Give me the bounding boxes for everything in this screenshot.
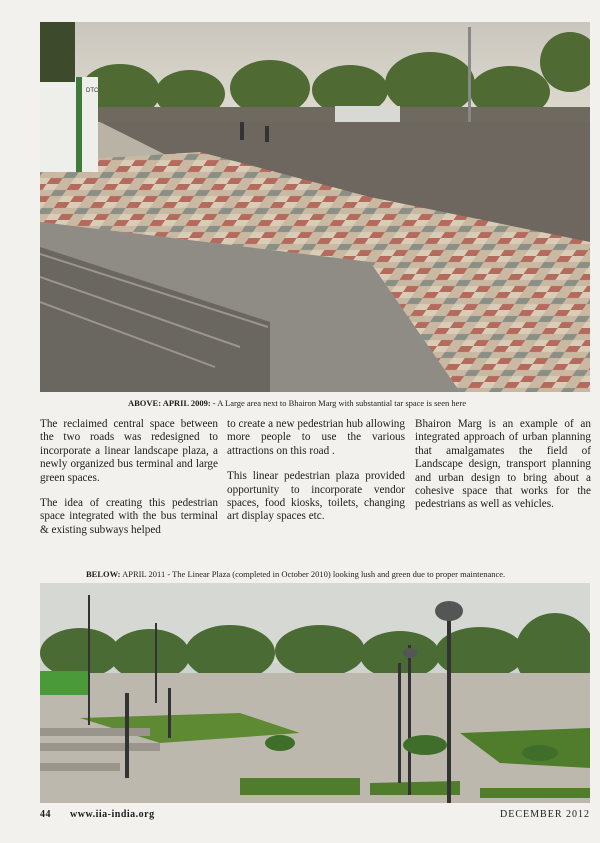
kiosk-label: DTC xyxy=(86,88,99,94)
caption-above xyxy=(128,398,466,409)
caption-above-text: - A Large area next to Bhairon Marg with substantial tar space is seen here xyxy=(210,398,466,408)
paragraph: The reclaimed central space between the two roads was redesigned to incorporate a linear landscape plaza, a newly organized bus terminal and large green spaces. xyxy=(40,418,218,484)
text-column-3 xyxy=(415,418,591,524)
photo-linear-plaza-2011 xyxy=(40,583,590,803)
paragraph: This linear pedestrian plaza provided opportunity to incorporate vendor spaces, food kiosks, toilets, changing art display spaces etc. xyxy=(227,470,405,523)
text-column-1 xyxy=(40,418,218,549)
issue-date: DECEMBER 2012 xyxy=(500,809,590,820)
caption-below-label: BELOW: xyxy=(86,569,121,579)
photo-2009-illustration xyxy=(40,22,590,392)
caption-below-text: APRIL 2011 - The Linear Plaza (completed in October 2010) looking lush and green due to proper maintenance. xyxy=(120,569,506,579)
text-column-2 xyxy=(227,418,405,536)
paragraph: Bhairon Marg is an example of an integrated approach of urban planning that amalgamates the field of Landscape design, transport planning and urban design to bring about a cohesive space that works for the pedestrians as well as vehicles. xyxy=(415,418,591,511)
page-number: 44 xyxy=(40,809,51,820)
paragraph: to create a new pedestrian hub allowing more people to use the various attractions on this road . xyxy=(227,418,405,457)
photo-bhairon-marg-2009 xyxy=(40,22,590,392)
photo-2011-illustration xyxy=(40,583,590,803)
paragraph: The idea of creating this pedestrian space integrated with the bus terminal & existing subways helped xyxy=(40,497,218,536)
caption-below xyxy=(86,569,505,580)
caption-above-label: ABOVE: APRIL 2009: xyxy=(128,398,211,408)
website-link[interactable]: www.iia-india.org xyxy=(70,809,155,820)
